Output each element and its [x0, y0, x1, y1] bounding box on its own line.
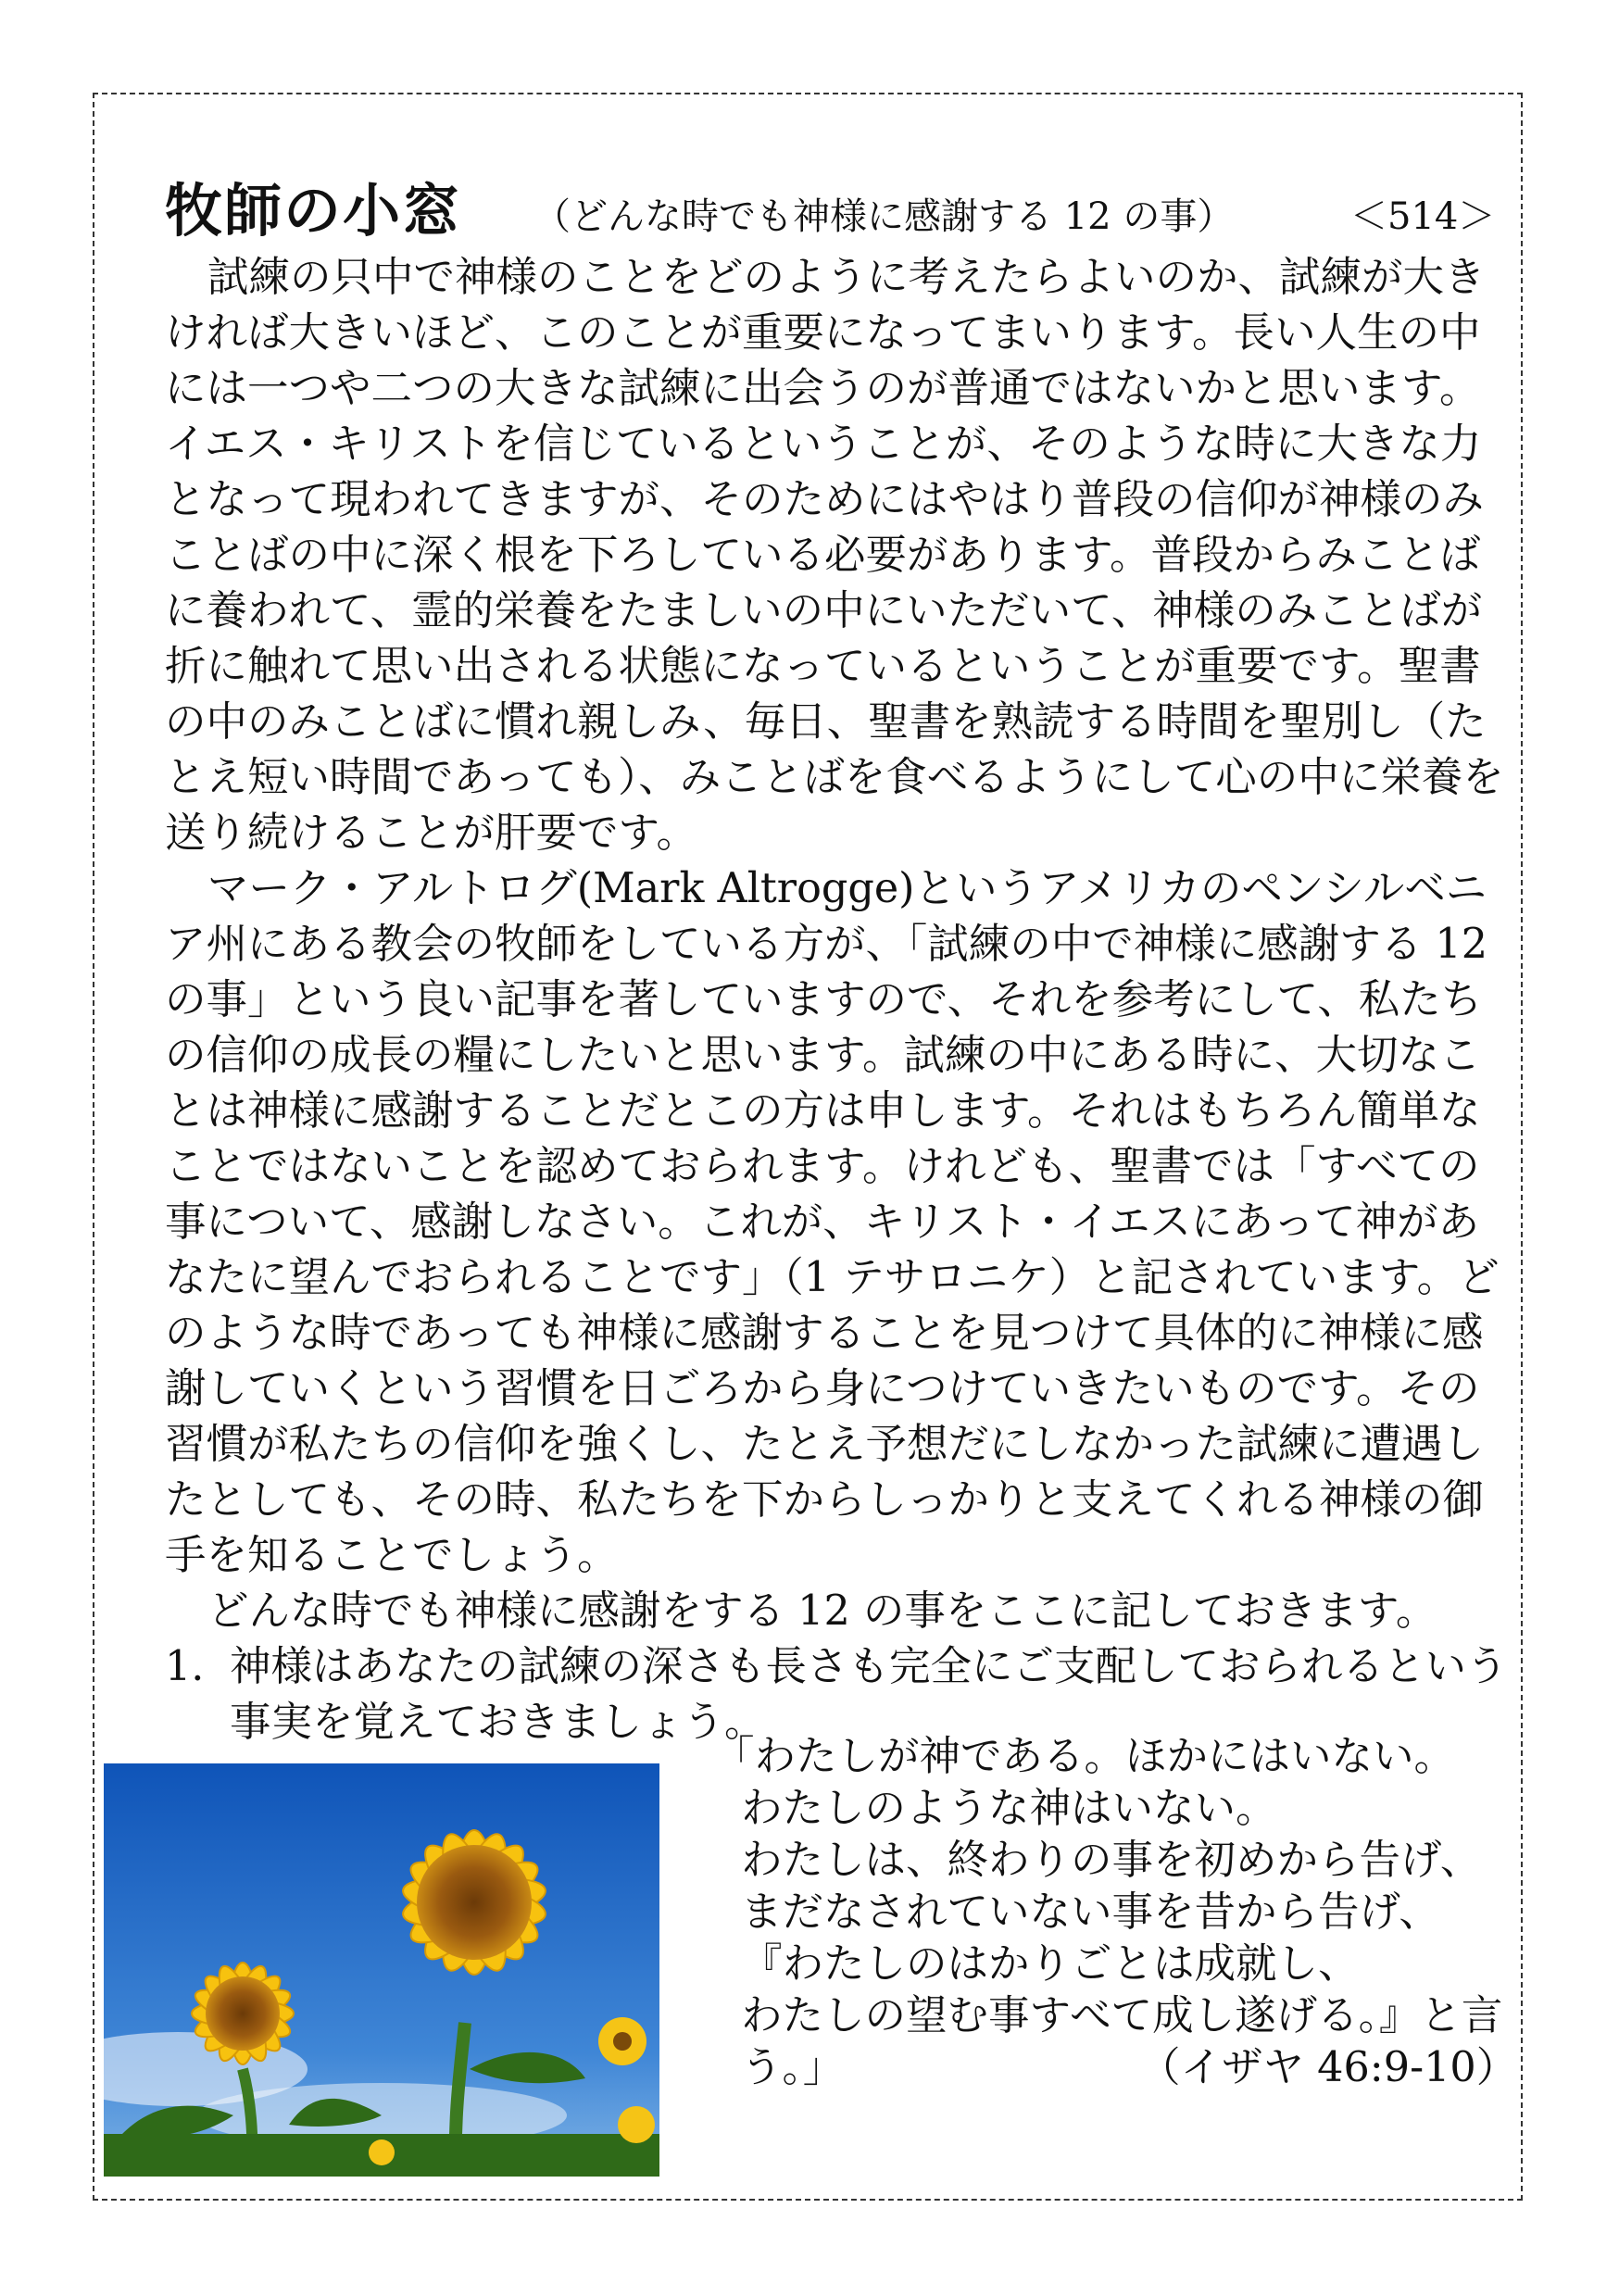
- list-item-text: 神様はあなたの試練の深さも長さも完全にご支配しておられるという事実を覚えておきましょう。: [230, 1643, 1508, 1746]
- quote-last-line: [713, 2042, 1528, 2094]
- paragraph: どんな時でも神様に感謝をする 12 の事をここに記しておきます。: [207, 1587, 1437, 1635]
- quote-line: わたしの望む事すべて成し遂げる。』と言: [741, 1992, 1503, 2039]
- quote-line: わたしは、終わりの事を初めから告げ、: [741, 1837, 1482, 1884]
- issue-number: ＜514＞: [1350, 195, 1496, 238]
- scripture-reference: （イザヤ 46:9-10）: [1139, 2044, 1518, 2091]
- quote-line: 『わたしのはかりごとは成就し、: [741, 1940, 1360, 1988]
- quote-line: う。」: [741, 2044, 845, 2091]
- column-title: 牧師の小窓: [165, 177, 462, 245]
- column-subtitle: （どんな時でも神様に感謝する 12 の事）: [533, 195, 1235, 238]
- quote-line: 「わたしが神である。ほかにはいない。: [713, 1733, 1456, 1780]
- quote-line: まだなされていない事を昔から告げ、: [741, 1888, 1440, 1936]
- header: [165, 165, 1517, 245]
- sunflowers-photo: [104, 1763, 659, 2177]
- sunflower-center-large: [417, 1845, 532, 1960]
- quote-line: わたしのような神はいない。: [741, 1785, 1277, 1832]
- sunflower-center-small: [206, 1976, 280, 2051]
- scripture-quote: [713, 1731, 1528, 2094]
- paragraph: マーク・アルトログ(Mark Altrogge)というアメリカのペンシルベニア州にある教会の牧師をしている方が、「試練の中で神様に感謝する 12 の事」という良い記事を著していますので、それを参考にして、私たちの信仰の成長の糧にしたいと思います。試練の中にある時に、大切なことは神様に感謝することだとこの方は申します。それはもちろん簡単なことではないことを認めておられます。けれども、聖書では「すべての事について、感謝しなさい。これが、キリスト・イエスにあって神があなたに望んでおられることです」（1 テサロニケ）と記されています。どのような時であっても神様に感謝することを見つけて具体的に神様に感謝していくという習慣を日ごろから身につけていきたいものです。その習慣が私たちの信仰を強くし、たとえ予想だにしなかった試練に遭遇したとしても、その時、私たちを下からしっかりと支えてくれる神様の御手を知ることでしょう。: [165, 865, 1500, 1579]
- paragraph: 試練の只中で神様のことをどのように考えたらよいのか、試練が大きければ大きいほど、このことが重要になってまいります。長い人生の中には一つや二つの大きな試練に出会うのが普通ではないかと思います。イエス・キリストを信じているということが、そのような時に大きな力となって現われてきますが、そのためにはやはり普段の信仰が神様のみことばの中に深く根を下ろしている必要があります。普段からみことばに養われて、霊的栄養をたましいの中にいただいて、神様のみことばが折に触れて思い出される状態になっているということが重要です。聖書の中のみことばに慣れ親しみ、毎日、聖書を熟読する時間を聖別し（たとえ短い時間であっても）、みことばを食べるようにして心の中に栄養を送り続けることが肝要です。: [165, 254, 1504, 857]
- list-item-number: 1.: [165, 1643, 205, 1690]
- article-body: [165, 250, 1517, 1750]
